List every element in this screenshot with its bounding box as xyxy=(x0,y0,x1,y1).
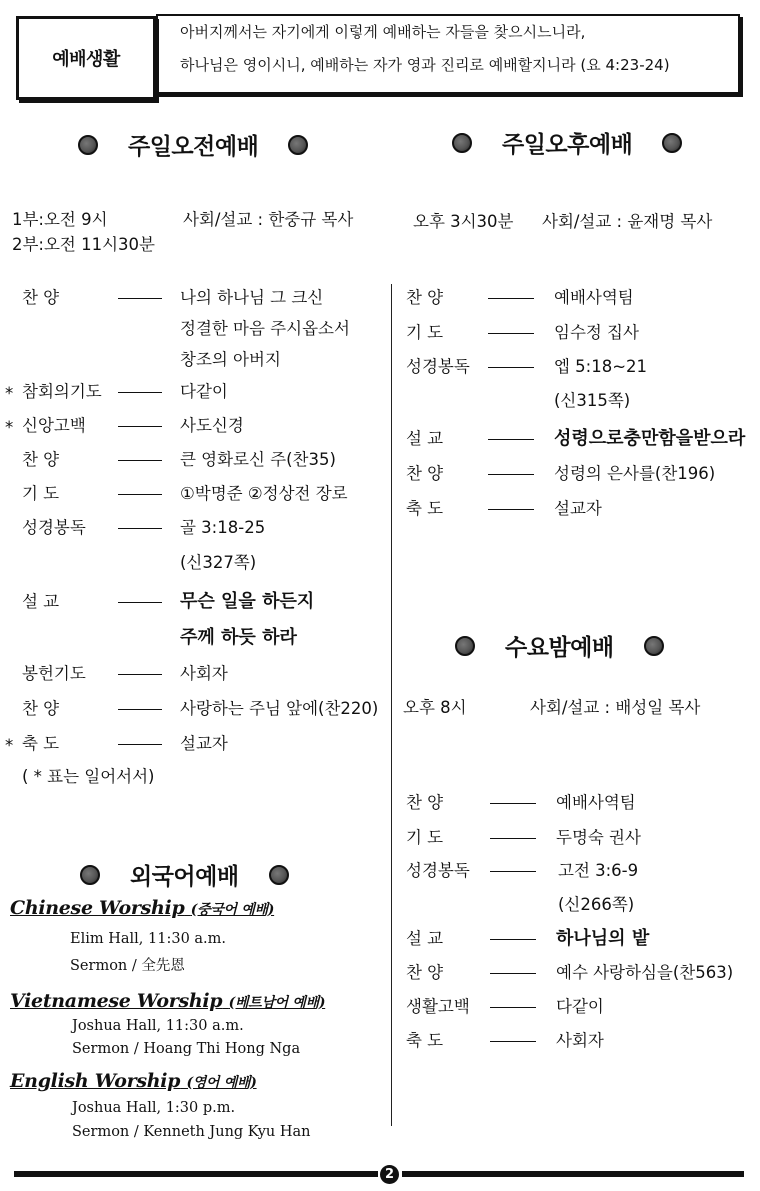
order-label: 성경봉독 xyxy=(22,518,86,537)
afternoon-title: 주일오후예배 xyxy=(502,132,633,158)
order-label: 찬 양 xyxy=(22,450,60,469)
order-value: 다같이 xyxy=(556,997,604,1016)
bullet-dot-icon xyxy=(455,636,475,656)
leader-line xyxy=(488,509,534,510)
standing-mark: * xyxy=(5,384,14,403)
order-label: 찬 양 xyxy=(22,699,60,718)
order-label: 찬 양 xyxy=(406,793,444,812)
foreign-heading xyxy=(80,858,289,891)
order-label: 설 교 xyxy=(406,429,444,448)
chinese-worship-title: Chinese Worship (중국어 예배) xyxy=(10,897,275,919)
order-value: ①박명준 ②정상전 장로 xyxy=(180,484,348,503)
order-value: 설교자 xyxy=(554,499,602,518)
leader-line xyxy=(490,838,536,839)
order-value: 주께 하듯 하라 xyxy=(180,627,297,648)
order-value: 사도신경 xyxy=(180,416,244,435)
leader-line xyxy=(488,439,534,440)
leader-line xyxy=(118,602,162,603)
order-value: 하나님의 밭 xyxy=(556,928,650,949)
chinese-worship-time: Elim Hall, 11:30 a.m. xyxy=(70,931,227,947)
footer-rule-left xyxy=(14,1171,378,1177)
verse-line: 하나님은 영이시니, 예배하는 자가 영과 진리로 예배할지니라 (요 4:23-24) xyxy=(180,56,670,74)
bullet-dot-icon xyxy=(80,865,100,885)
morning-title: 주일오전예배 xyxy=(128,134,259,160)
bullet-dot-icon xyxy=(644,636,664,656)
vietnamese-worship-title: Vietnamese Worship (베트남어 예배) xyxy=(10,990,326,1012)
leader-line xyxy=(490,1041,536,1042)
order-value: 설교자 xyxy=(180,734,228,753)
leader-line xyxy=(488,474,534,475)
afternoon-leader: 사회/설교 : 윤재명 목사 xyxy=(542,212,713,231)
wednesday-title: 수요밤예배 xyxy=(505,635,614,661)
order-value: 사회자 xyxy=(180,664,228,683)
foreign-title: 외국어예배 xyxy=(130,864,239,890)
order-label: 기 도 xyxy=(406,323,444,342)
order-value: 엡 5:18~21 xyxy=(554,357,648,376)
english-worship-preacher: Sermon / Kenneth Jung Kyu Han xyxy=(72,1124,311,1140)
order-label: 축 도 xyxy=(22,734,60,753)
order-value: 성령으로충만함을받으라 xyxy=(554,428,746,449)
leader-line xyxy=(118,528,162,529)
english-worship-title: English Worship (영어 예배) xyxy=(10,1070,257,1092)
bullet-dot-icon xyxy=(269,865,289,885)
order-label: 찬 양 xyxy=(406,288,444,307)
column-divider xyxy=(391,284,392,1126)
order-label: 찬 양 xyxy=(22,288,60,307)
page-number: 2 xyxy=(380,1165,399,1184)
leader-line xyxy=(118,494,162,495)
order-label: 기 도 xyxy=(22,484,60,503)
footer-rule-right xyxy=(402,1171,744,1177)
leader-line xyxy=(488,367,534,368)
order-value: 성령의 은사를(찬196) xyxy=(554,464,716,483)
order-value: 두명숙 권사 xyxy=(556,828,641,847)
order-label: 생활고백 xyxy=(406,997,470,1016)
order-label: 설 교 xyxy=(22,592,60,611)
vietnamese-worship-preacher: Sermon / Hoang Thi Hong Nga xyxy=(72,1041,301,1057)
leader-line xyxy=(490,939,536,940)
order-label: 봉헌기도 xyxy=(22,664,86,683)
order-value: 예배사역팀 xyxy=(554,288,634,307)
leader-line xyxy=(490,973,536,974)
order-value: (신266쪽) xyxy=(558,895,635,914)
leader-line xyxy=(118,709,162,710)
scripture-box xyxy=(156,14,740,94)
order-value: (신327쪽) xyxy=(180,553,257,572)
order-value: 고전 3:6-9 xyxy=(558,861,639,880)
order-value: 큰 영화로신 주(찬35) xyxy=(180,450,336,469)
bullet-dot-icon xyxy=(452,133,472,153)
leader-line xyxy=(118,426,162,427)
standing-mark: * xyxy=(5,418,14,437)
order-value: 사랑하는 주님 앞에(찬220) xyxy=(180,699,379,718)
order-label: 축 도 xyxy=(406,499,444,518)
order-label: 참회의기도 xyxy=(22,382,102,401)
bullet-dot-icon xyxy=(288,135,308,155)
order-label: 찬 양 xyxy=(406,464,444,483)
leader-line xyxy=(490,1007,536,1008)
morning-heading xyxy=(78,128,308,161)
vietnamese-worship-time: Joshua Hall, 11:30 a.m. xyxy=(72,1018,244,1034)
order-value: 다같이 xyxy=(180,382,228,401)
standing-mark: * xyxy=(5,736,14,755)
leader-line xyxy=(488,298,534,299)
leader-line xyxy=(118,744,162,745)
english-worship-time: Joshua Hall, 1:30 p.m. xyxy=(72,1100,236,1116)
bullet-dot-icon xyxy=(78,135,98,155)
order-value: 나의 하나님 그 크신 xyxy=(180,288,324,307)
wednesday-heading xyxy=(455,629,664,662)
wednesday-leader: 사회/설교 : 배성일 목사 xyxy=(530,698,701,717)
order-label: 축 도 xyxy=(406,1031,444,1050)
bullet-dot-icon xyxy=(662,133,682,153)
order-label: 기 도 xyxy=(406,828,444,847)
morning-leader: 사회/설교 : 한중규 목사 xyxy=(183,210,354,229)
order-value: 무슨 일을 하든지 xyxy=(180,591,315,612)
order-value: 창조의 아버지 xyxy=(180,350,281,369)
afternoon-heading xyxy=(452,126,682,159)
leader-line xyxy=(488,333,534,334)
footer-rule xyxy=(0,1168,760,1180)
standing-note: ( * 표는 일어서서) xyxy=(22,767,155,786)
leader-line xyxy=(118,298,162,299)
verse-line: 아버지께서는 자기에게 이렇게 예배하는 자들을 찾으시느니라, xyxy=(180,23,586,41)
leader-line xyxy=(490,871,536,872)
morning-time-1: 1부:오전 9시 xyxy=(12,210,108,229)
order-label: 찬 양 xyxy=(406,963,444,982)
section-label: 예배생활 xyxy=(16,16,156,100)
order-value: 정결한 마음 주시옵소서 xyxy=(180,319,350,338)
chinese-worship-preacher: Sermon / 全先恩 xyxy=(70,958,185,974)
leader-line xyxy=(490,803,536,804)
afternoon-time: 오후 3시30분 xyxy=(413,212,514,231)
wednesday-time: 오후 8시 xyxy=(403,698,467,717)
leader-line xyxy=(118,392,162,393)
morning-time-2: 2부:오전 11시30분 xyxy=(12,235,155,254)
order-value: 사회자 xyxy=(556,1031,604,1050)
order-value: 골 3:18-25 xyxy=(180,518,266,537)
order-label: 성경봉독 xyxy=(406,357,470,376)
order-value: 예배사역팀 xyxy=(556,793,636,812)
order-label: 설 교 xyxy=(406,929,444,948)
order-value: 임수정 집사 xyxy=(554,323,639,342)
order-label: 신앙고백 xyxy=(22,416,86,435)
order-value: 예수 사랑하심을(찬563) xyxy=(556,963,734,982)
leader-line xyxy=(118,674,162,675)
order-label: 성경봉독 xyxy=(406,861,470,880)
leader-line xyxy=(118,460,162,461)
order-value: (신315쪽) xyxy=(554,391,631,410)
